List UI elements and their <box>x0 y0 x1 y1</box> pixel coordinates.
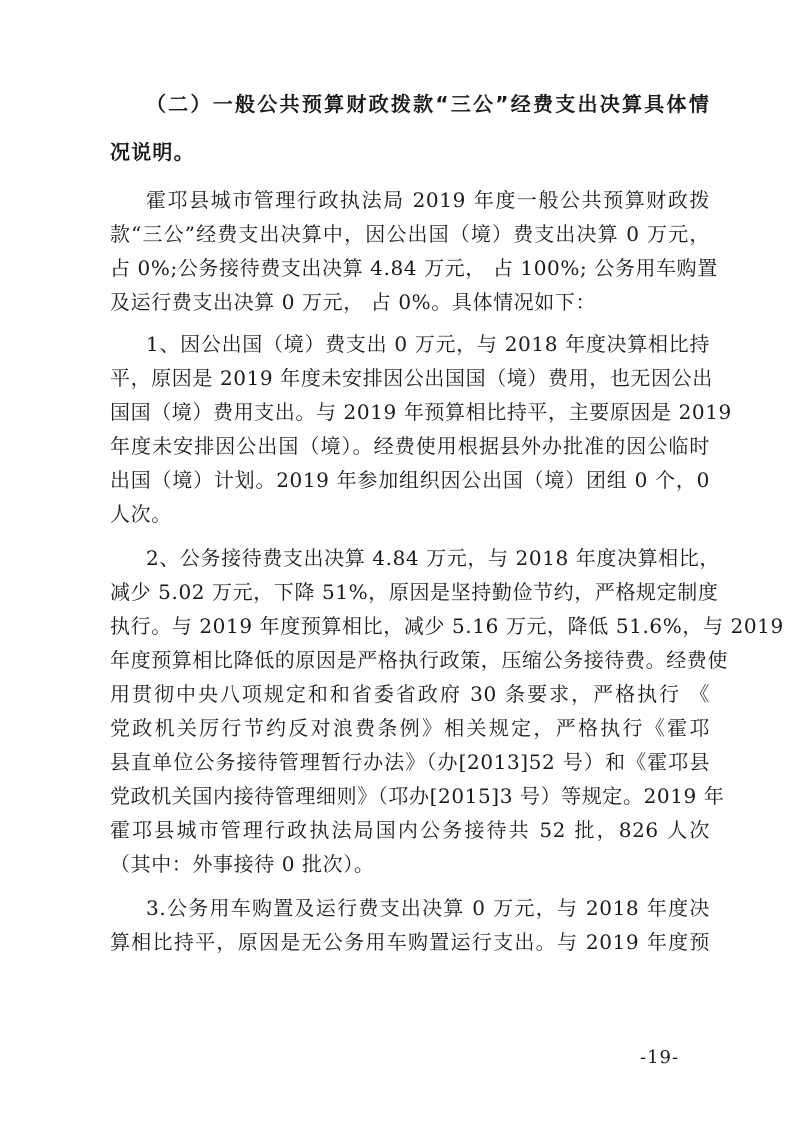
paragraph-3-line-8: 党政机关国内接待管理细则》（邛办[2015]3 号）等规定。2019 年 <box>110 784 725 808</box>
paragraph-3-line-4: 年度预算相比降低的原因是严格执行政策，压缩公务接待费。经费使 <box>110 648 728 672</box>
paragraph-3-line-3: 执行。与 2019 年度预算相比，减少 5.16 万元，降低 51.6%，与 2019 <box>110 614 784 638</box>
page-number: -19- <box>640 1047 680 1068</box>
paragraph-2-line-2: 平，原因是 2019 年度未安排因公出国国（境）费用，也无因公出 <box>110 366 713 390</box>
paragraph-4-line-2: 算相比持平，原因是无公务用车购置运行支出。与 2019 年度预 <box>110 930 710 954</box>
paragraph-3-line-5: 用贯彻中央八项规定和和省委省政府 30 条要求，严格执行 《 <box>110 682 710 706</box>
paragraph-3-line-7: 县直单位公务接待管理暂行办法》（办[2013]52 号）和《霍邛县 <box>110 750 710 774</box>
paragraph-3-line-10: （其中：外事接待 0 批次）。 <box>110 852 375 876</box>
section-heading-line-2: 况说明。 <box>110 140 195 164</box>
paragraph-2-line-1: 1、因公出国（境）费支出 0 万元，与 2018 年度决算相比持 <box>146 332 710 356</box>
paragraph-1-line-3: 占 0%;公务接待费支出决算 4.84 万元， 占 100%; 公务用车购置 <box>110 256 718 280</box>
paragraph-2-line-6: 人次。 <box>110 502 172 526</box>
paragraph-1-line-4: 及运行费支出决算 0 万元， 占 0%。具体情况如下： <box>110 290 597 314</box>
paragraph-3-line-2: 减少 5.02 万元，下降 51%，原因是坚持勤俭节约，严格规定制度 <box>110 580 719 604</box>
paragraph-1-line-2: 款“三公”经费支出决算中，因公出国（境）费支出决算 0 万元， <box>110 222 710 246</box>
paragraph-3-line-6: 党政机关厉行节约反对浪费条例》相关规定，严格执行《霍邛 <box>110 716 710 740</box>
paragraph-3-line-9: 霍邛县城市管理行政执法局国内公务接待共 52 批，826 人次 <box>110 818 710 842</box>
paragraph-1-line-1: 霍邛县城市管理行政执法局 2019 年度一般公共预算财政拨 <box>146 188 710 212</box>
paragraph-4-line-1: 3.公务用车购置及运行费支出决算 0 万元，与 2018 年度决 <box>146 896 710 920</box>
paragraph-2-line-5: 出国（境）计划。2019 年参加组织因公出国（境）团组 0 个，0 <box>110 468 710 492</box>
paragraph-2-line-3: 国国（境）费用支出。与 2019 年预算相比持平，主要原因是 2019 <box>110 400 732 424</box>
section-heading-line-1: （二）一般公共预算财政拨款“三公”经费支出决算具体情 <box>146 92 710 116</box>
paragraph-3-line-1: 2、公务接待费支出决算 4.84 万元，与 2018 年度决算相比， <box>146 546 720 570</box>
paragraph-2-line-4: 年度未安排因公出国（境）。经费使用根据县外办批准的因公临时 <box>110 434 710 458</box>
